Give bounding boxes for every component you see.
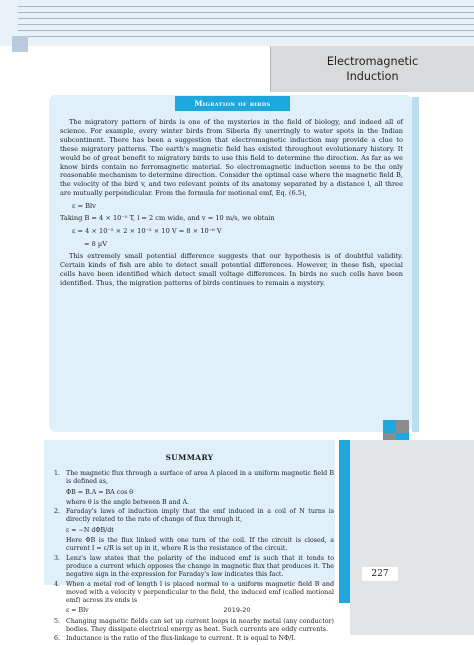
summary-item (52, 508, 334, 553)
item-number: 4. (54, 580, 61, 588)
summary-list (52, 470, 334, 645)
page-number: 227 (362, 567, 398, 581)
chapter-title-line2: Induction (346, 70, 399, 83)
summary-item (52, 618, 334, 635)
box-heading: Migration of birds (175, 96, 290, 111)
equation: ΦB = B.A = BA cos θ (66, 488, 134, 496)
equation: ε = Blv (72, 202, 96, 211)
chapter-title (270, 46, 474, 92)
item-text: The magnetic flux through a surface of area A placed in a uniform magnetic field B is defined as, (66, 470, 334, 486)
item-number: 5. (54, 617, 61, 625)
summary-title: SUMMARY (165, 453, 214, 462)
box-side-bar (412, 97, 419, 432)
summary-item (52, 470, 334, 507)
footer-text: 2019-20 (223, 606, 251, 614)
item-text: Changing magnetic fields can set up current loops in nearby metal (any conductor) bodies. They dissipate electrical energy as heat. Such currents are eddy currents. (66, 617, 334, 634)
box-paragraph: The migratory pattern of birds is one of the mysteries in the field of biology, and indeed all of science. For example, every winter birds from Siberia fly unerringly to water spots in the Indian subcontinent. There has been a suggestion that electromagnetic induction may provide a clue to these migratory patterns. The earth's magnetic field has existed throughout evolutionary history. It would be of great benefit to migratory birds to use this field to determine the direction. As far as we know birds contain no ferromagnetic material. So electromagnetic induction seems to be the only reasonable mechanism to determine direction. Consider the optimal case where the magnetic field B, the velocity of the bird v, and two relevant points of its anatomy separated by a distance l, all three are mutually perpendicular. From the formula for motional emf, Eq. (6.5), (60, 118, 403, 198)
item-text: Inductance is the ratio of the flux-linkage to current. It is equal to NΦ/I. (66, 635, 296, 643)
item-number: 6. (54, 635, 61, 643)
box-paragraph: Taking B = 4 × 10⁻⁵ T, l = 2 cm wide, and v = 10 m/s, we obtain (60, 214, 275, 223)
item-text: Faraday's laws of induction imply that the emf induced in a coil of N turns is directly related to the rate of change of flux through it, (66, 508, 334, 524)
equation: ε = 4 × 10⁻⁵ × 2 × 10⁻² × 10 V = 8 × 10⁻⁶ V (72, 226, 222, 235)
decorative-square (12, 36, 28, 52)
item-text: When a metal rod of length l is placed normal to a uniform magnetic field B and moved with a velocity v perpendicular to the field, the induced emf (called motional emf) across its ends is (66, 580, 334, 605)
chapter-title-line1: Electromagnetic (326, 55, 419, 68)
item-text: Here ΦB is the flux linked with one turn of the coil. If the circuit is closed, a current I = ε/R is set up in it, where R is the resistance of the circuit. (66, 537, 334, 553)
box-body (60, 118, 403, 287)
banner-rule (18, 36, 474, 37)
equation: ε = Blv (66, 607, 89, 615)
summary-item (52, 635, 334, 643)
equation: ε = −N dΦB/dt (66, 526, 114, 534)
decorative-square (383, 420, 396, 433)
banner-rule (18, 18, 474, 19)
equation: = 8 µV (84, 239, 107, 248)
item-text: Lenz's law states that the polarity of the induced emf is such that it tends to produce a current which opposes the change in magnetic flux that produces it. The negative sign in the expression for Faraday's law indicates this fact. (66, 554, 334, 579)
item-number: 3. (54, 554, 61, 562)
box-paragraph: This extremely small potential difference suggests that our hypothesis is of doubtful validity. Certain kinds of fish are able to detect small potential differences. However, in these fish, special cells have been identified which detect small voltage differences. In birds no such cells have been identified. Thus, the migration patterns of birds continues to remain a mystery. (60, 251, 403, 287)
item-number: 2. (54, 508, 61, 516)
banner-rule (18, 6, 474, 7)
accent-bar (339, 440, 350, 603)
banner-rule (18, 30, 474, 31)
banner-rule (18, 24, 474, 25)
item-number: 1. (54, 470, 61, 477)
summary-item (52, 555, 334, 580)
item-text: where θ is the angle between B and A. (66, 498, 190, 506)
decorative-square (396, 420, 409, 433)
banner-rule (18, 12, 474, 13)
